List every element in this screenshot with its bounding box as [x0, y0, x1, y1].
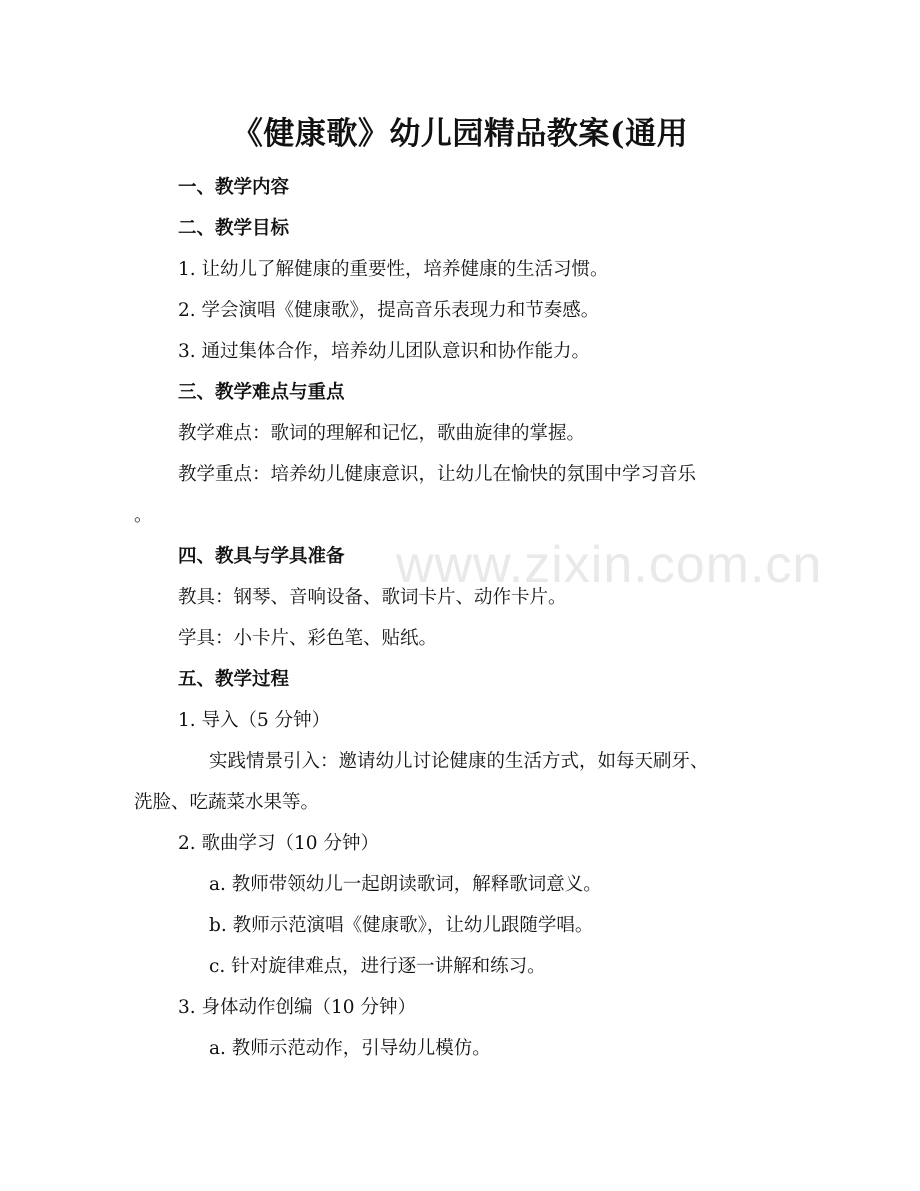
process-step-2-c: c. 针对旋律难点，进行逐一讲解和练习。 [209, 956, 546, 977]
process-step-1-text-continued: 洗脸、吃蔬菜水果等。 [134, 792, 320, 813]
key-point-text: 教学重点：培养幼儿健康意识，让幼儿在愉快的氛围中学习音乐 [178, 464, 697, 485]
process-step-3-a: a. 教师示范动作，引导幼儿模仿。 [209, 1038, 491, 1059]
section-heading-difficulties: 三、教学难点与重点 [178, 382, 345, 403]
process-step-2: 2. 歌曲学习（10 分钟） [178, 833, 379, 854]
section-heading-process: 五、教学过程 [178, 669, 290, 690]
process-step-2-a: a. 教师带领幼儿一起朗读歌词，解释歌词意义。 [209, 874, 602, 895]
section-heading-goals: 二、教学目标 [178, 218, 290, 239]
process-step-3: 3. 身体动作创编（10 分钟） [178, 997, 416, 1018]
process-step-1-text: 实践情景引入：邀请幼儿讨论健康的生活方式，如每天刷牙、 [209, 751, 709, 772]
watermark: www.zixin.com.cn [396, 536, 823, 594]
difficulty-text: 教学难点：歌词的理解和记忆，歌曲旋律的掌握。 [178, 423, 586, 444]
process-step-2-b: b. 教师示范演唱《健康歌》，让幼儿跟随学唱。 [209, 915, 594, 936]
key-point-text-continued: 。 [134, 505, 153, 526]
section-heading-content: 一、教学内容 [178, 177, 290, 198]
process-step-1: 1. 导入（5 分钟） [178, 710, 331, 731]
section-heading-materials: 四、教具与学具准备 [178, 546, 345, 567]
teacher-materials: 教具：钢琴、音响设备、歌词卡片、动作卡片。 [178, 587, 567, 608]
goal-item-2: 2. 学会演唱《健康歌》，提高音乐表现力和节奏感。 [178, 300, 600, 321]
document-title: 《健康歌》幼儿园精品教案(通用 [231, 116, 689, 152]
student-materials: 学具：小卡片、彩色笔、贴纸。 [178, 628, 438, 649]
goal-item-3: 3. 通过集体合作，培养幼儿团队意识和协作能力。 [178, 341, 591, 362]
goal-item-1: 1. 让幼儿了解健康的重要性，培养健康的生活习惯。 [178, 259, 609, 280]
